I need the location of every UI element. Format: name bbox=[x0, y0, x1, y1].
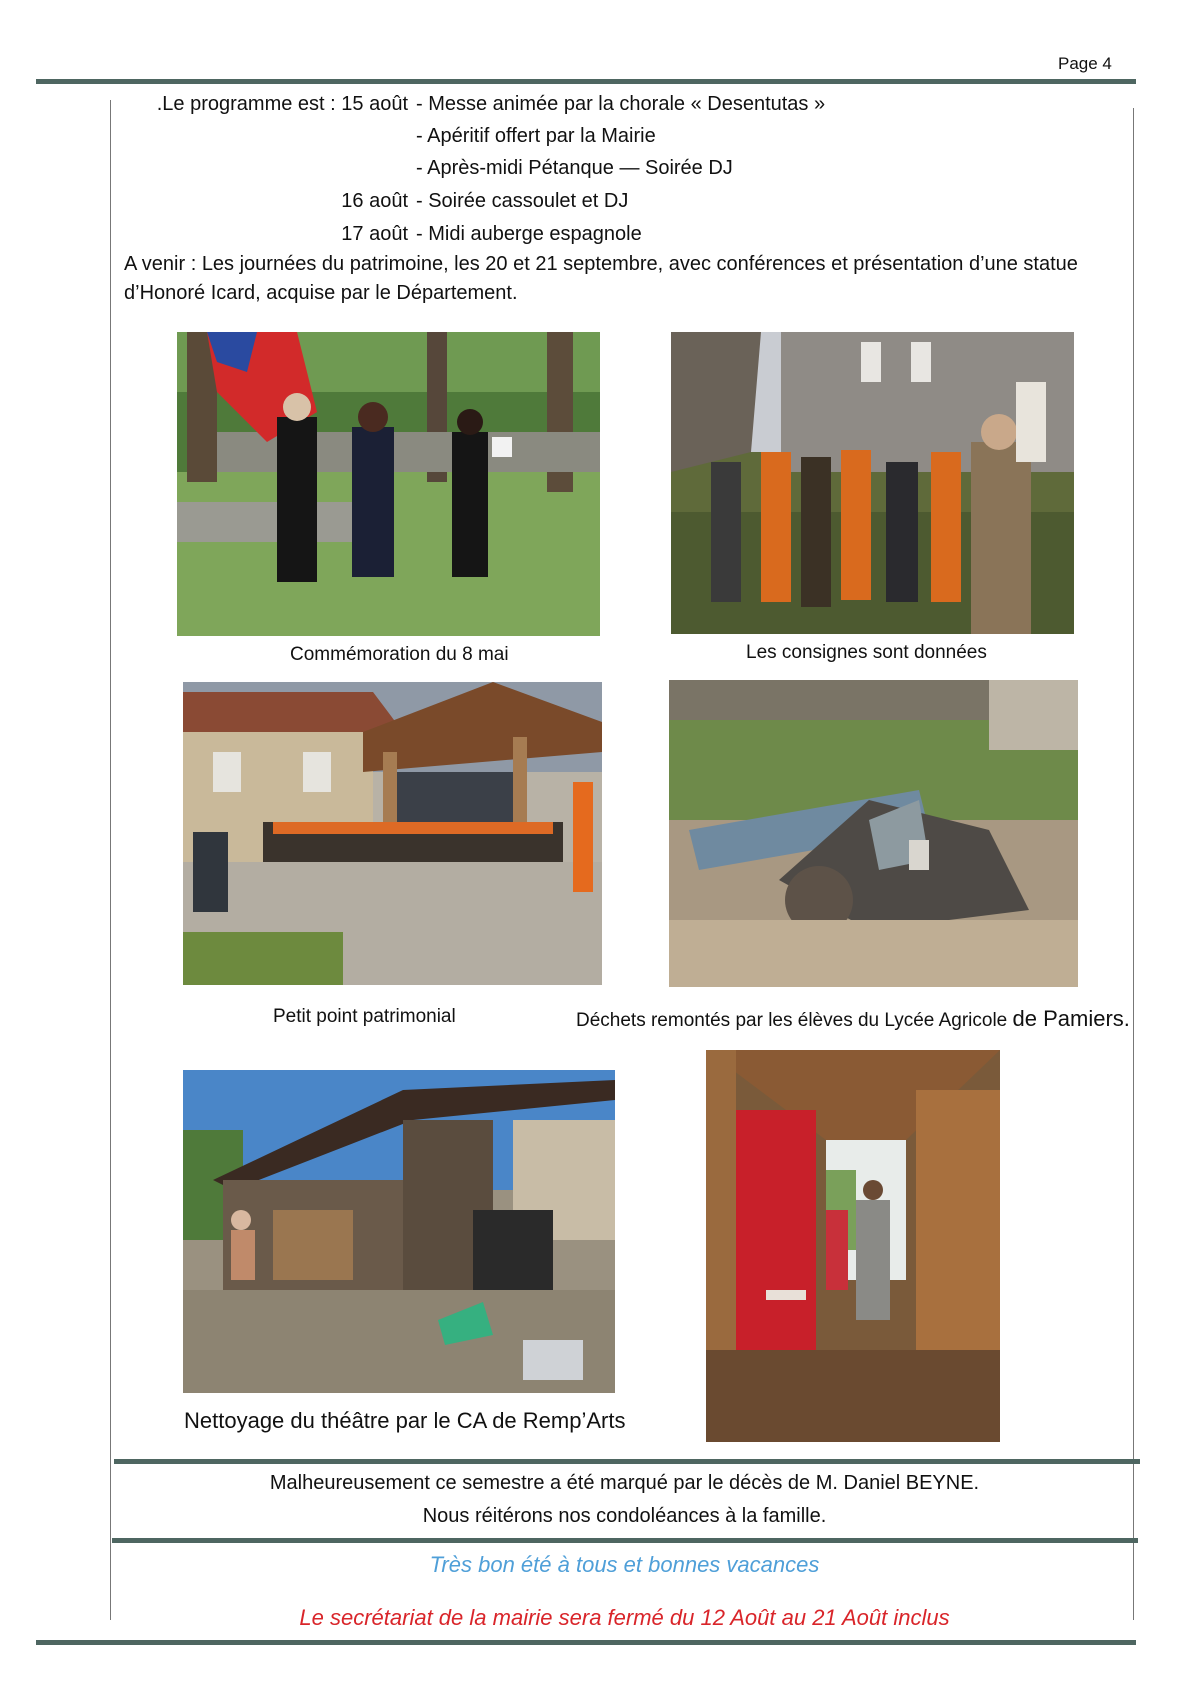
programme-item: - Apéritif offert par la Mairie bbox=[416, 125, 656, 147]
caption-point-patrimonial: Petit point patrimonial bbox=[273, 1006, 456, 1027]
condolences-bottom-rule bbox=[112, 1538, 1138, 1543]
caption-dechets-tail: de Pamiers. bbox=[1012, 1006, 1130, 1031]
photo-commemoration bbox=[177, 332, 600, 636]
caption-dechets bbox=[576, 1006, 1130, 1032]
programme-date: .Le programme est : 15 août bbox=[156, 93, 408, 115]
photo-corridor bbox=[706, 1050, 1000, 1442]
upcoming-events: A venir : Les journées du patrimoine, les 20 et 21 septembre, avec conférences et présentation d’une statue d’Honoré Icard, acquise par le Département. bbox=[124, 253, 1078, 304]
bottom-rule bbox=[36, 1640, 1136, 1645]
programme-date: 17 août bbox=[341, 223, 408, 245]
summer-wishes: Très bon été à tous et bonnes vacances bbox=[429, 1552, 820, 1577]
caption-commemoration: Commémoration du 8 mai bbox=[290, 644, 509, 665]
caption-theatre: Nettoyage du théâtre par le CA de Remp’Arts bbox=[184, 1408, 626, 1433]
photo-theatre bbox=[183, 1070, 615, 1393]
programme-item: - Messe animée par la chorale « Desentutas » bbox=[416, 93, 826, 115]
programme-item: - Soirée cassoulet et DJ bbox=[416, 190, 629, 212]
programme-date: 16 août bbox=[341, 190, 408, 212]
closure-notice: Le secrétariat de la mairie sera fermé du 12 Août au 21 Août inclus bbox=[299, 1605, 950, 1630]
caption-consignes: Les consignes sont données bbox=[746, 642, 987, 663]
top-rule bbox=[36, 79, 1136, 84]
photo-consignes bbox=[671, 332, 1074, 634]
right-border bbox=[1133, 108, 1134, 1620]
photo-point-patrimonial bbox=[183, 682, 602, 985]
programme-item: - Midi auberge espagnole bbox=[416, 223, 642, 245]
caption-dechets-main: Déchets remontés par les élèves du Lycée Agricole bbox=[576, 1010, 1008, 1031]
photo-dechets bbox=[669, 680, 1078, 987]
programme-item: - Après-midi Pétanque — Soirée DJ bbox=[416, 157, 733, 179]
condolences-top-rule bbox=[114, 1459, 1140, 1464]
condolences-line-1: Malheureusement ce semestre a été marqué par le décès de M. Daniel BEYNE. bbox=[269, 1472, 980, 1494]
left-border bbox=[110, 100, 111, 1620]
condolences-line-2: Nous réitérons nos condoléances à la famille. bbox=[422, 1505, 827, 1527]
page-number: Page 4 bbox=[1058, 54, 1112, 73]
